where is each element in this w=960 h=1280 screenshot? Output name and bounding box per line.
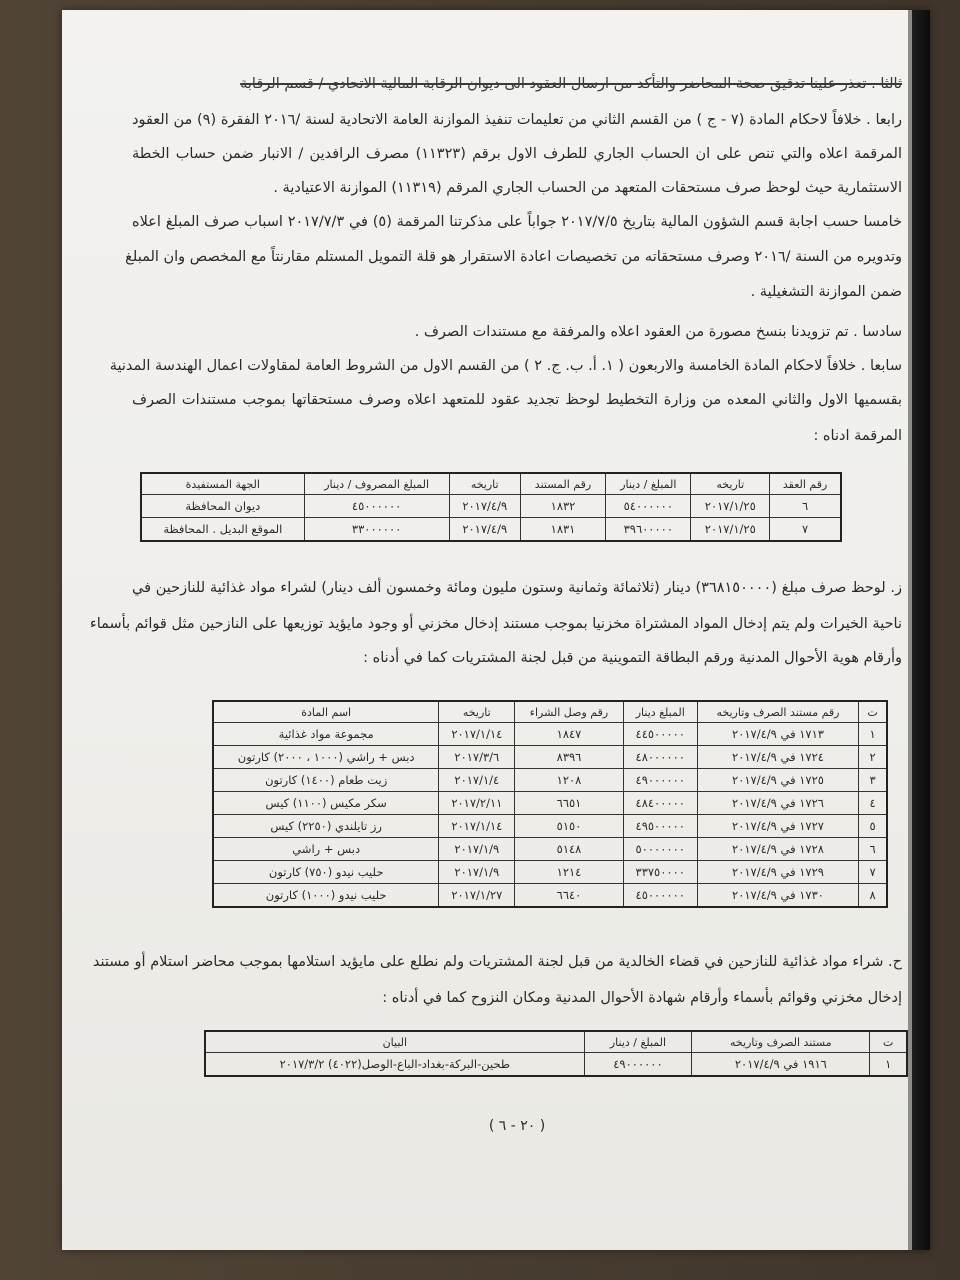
- paragraph-5-line-2: وتدويره من السنة /٢٠١٦ وصرف مستحقاته من تخصيصات اعادة الاستقرار هو قلة التمويل المستلم مقارنتاً مع المخصص وان المبلغ: [125, 249, 902, 265]
- paragraph-7-line-1: سابعا . خلافاً لاحكام المادة الخامسة والاربعون ( ١. أ. ب. ج. ٢ ) من القسم الاول من الشروط العامة لمقاولات اعمال الهندسة المدنية: [109, 358, 902, 374]
- table-cell: ٢٠١٧/١/٢٥: [691, 518, 770, 542]
- table-cell: مجموعة مواد غذائية: [213, 723, 439, 746]
- table-cell: سكر مكيس (١١٠٠) كيس: [213, 792, 439, 815]
- table-row: [205, 1053, 907, 1077]
- table-row: [213, 792, 887, 815]
- table-cell: ١٧٢٥ في ٢٠١٧/٤/٩: [697, 769, 858, 792]
- table-header-cell: رقم المستند: [520, 473, 605, 495]
- table-cell: ٢٠١٧/١/٢٧: [439, 884, 515, 908]
- table-cell: ١٧٢٦ في ٢٠١٧/٤/٩: [697, 792, 858, 815]
- purchases-table: [212, 700, 888, 908]
- table-row: [141, 495, 841, 518]
- table-cell: ١: [870, 1053, 907, 1077]
- table-cell: ٥١٥٠: [515, 815, 623, 838]
- table-cell: ٧: [770, 518, 841, 542]
- table-header-cell: المبلغ / دينار: [606, 473, 691, 495]
- table-cell: ٣٣٠٠٠٠٠٠: [304, 518, 449, 542]
- table-row: [213, 861, 887, 884]
- table-cell: ٤٥٠٠٠٠٠٠: [304, 495, 449, 518]
- paragraph-6: سادسا . تم تزويدنا بنسخ مصورة من العقود اعلاه والمرفقة مع مستندات الصرف .: [414, 324, 902, 340]
- table-cell: ٣٩٦٠٠٠٠٠: [606, 518, 691, 542]
- table-cell: ٥: [859, 815, 887, 838]
- table-row: [213, 815, 887, 838]
- paragraph-z-line-2: ناحية الخيرات ولم يتم إدخال المواد المشتراة مخزنيا بموجب مستند إدخال مخزني أو وجود مايؤيد توزيعها على النازحين مثل قوائم بأسماء: [89, 616, 902, 632]
- table-cell: ٣٣٧٥٠٠٠٠: [623, 861, 697, 884]
- table-header-cell: رقم وصل الشراء: [515, 701, 623, 723]
- table-cell: ١٢٠٨: [515, 769, 623, 792]
- table-cell: دبس + راشي (١٠٠٠ ، ٢٠٠٠) كارتون: [213, 746, 439, 769]
- table-cell: ٢٠١٧/٤/٩: [449, 495, 520, 518]
- table-cell: حليب نيدو (١٠٠٠) كارتون: [213, 884, 439, 908]
- paragraph-3: ثالثا . تعذر علينا تدقيق صحة المحاضر والتأكد من ارسال العقود الى ديوان الرقابة المالية الاتحادي / قسم الرقابة: [240, 76, 902, 92]
- table-cell: ٤٨٠٠٠٠٠٠: [623, 746, 697, 769]
- paragraph-h-line-2: إدخال مخزني وقوائم بأسماء وأرقام شهادة الأحوال المدنية ومكان النزوح كما في أدناه :: [382, 990, 902, 1006]
- table-header-cell: رقم مستند الصرف وتاريخه: [697, 701, 858, 723]
- table-row: [213, 884, 887, 908]
- table-cell: حليب نيدو (٧٥٠) كارتون: [213, 861, 439, 884]
- table-row: [141, 518, 841, 542]
- table-cell: ١: [859, 723, 887, 746]
- table-cell: ١٧٢٩ في ٢٠١٧/٤/٩: [697, 861, 858, 884]
- table-cell: ٧: [859, 861, 887, 884]
- table-cell: ١٨٣٢: [520, 495, 605, 518]
- table-cell: ١٧١٣ في ٢٠١٧/٤/٩: [697, 723, 858, 746]
- page-number: ( ٢٠ - ٦ ): [488, 1118, 546, 1134]
- table-row: [213, 723, 887, 746]
- table-cell: ١٧٢٨ في ٢٠١٧/٤/٩: [697, 838, 858, 861]
- table-cell: ١٧٣٠ في ٢٠١٧/٤/٩: [697, 884, 858, 908]
- binder-spine: [912, 10, 930, 1250]
- table-cell: ١٧٢٧ في ٢٠١٧/٤/٩: [697, 815, 858, 838]
- table-cell: ٤٨٤٠٠٠٠٠: [623, 792, 697, 815]
- table-cell: ١٩١٦ في ٢٠١٧/٤/٩: [692, 1053, 870, 1077]
- paragraph-5-line-1: خامسا حسب اجابة قسم الشؤون المالية بتاريخ ٢٠١٧/٧/٥ جواباً على مذكرتنا المرقمة (٥) في ٢٠١٧/٧/٣ اسباب صرف المبلغ اعلاه: [132, 214, 902, 230]
- table-header-row: [213, 701, 887, 723]
- table-cell: ٢٠١٧/٢/١١: [439, 792, 515, 815]
- table-header-cell: اسم المادة: [213, 701, 439, 723]
- table-cell: ٤٩٠٠٠٠٠٠: [623, 769, 697, 792]
- table-cell: ٥٤٠٠٠٠٠٠: [606, 495, 691, 518]
- table-header-cell: ت: [859, 701, 887, 723]
- table-cell: ٢٠١٧/١/٢٥: [691, 495, 770, 518]
- table-row: [213, 838, 887, 861]
- table-cell: ٦: [859, 838, 887, 861]
- table-cell: ٦٦٥١: [515, 792, 623, 815]
- table-header-cell: تاريخه: [691, 473, 770, 495]
- table-cell: طحين-البركة-بغداد-الباع-الوصل(٤٠٢٢) ٢٠١٧/٣/٢: [205, 1053, 584, 1077]
- table-row: [213, 746, 887, 769]
- table-header-cell: رقم العقد: [770, 473, 841, 495]
- table-cell: ١٨٤٧: [515, 723, 623, 746]
- table-cell: ٥٠٠٠٠٠٠٠: [623, 838, 697, 861]
- table-cell: ٤٥٠٠٠٠٠٠: [623, 884, 697, 908]
- table-cell: ١٧٢٤ في ٢٠١٧/٤/٩: [697, 746, 858, 769]
- table-cell: دبس + راشي: [213, 838, 439, 861]
- paragraph-z-line-1: ز. لوحظ صرف مبلغ (٣٦٨١٥٠٠٠٠) دينار (ثلاثمائة وثمانية وستون مليون ومائة وخمسون ألف دينار) لشراء مواد غذائية للنازحين في: [132, 580, 902, 596]
- table-cell: ٢٠١٧/١/٩: [439, 838, 515, 861]
- table-header-row: [141, 473, 841, 495]
- table-header-cell: تاريخه: [439, 701, 515, 723]
- table-cell: ١٢١٤: [515, 861, 623, 884]
- paragraph-7-line-2: بقسميها الاول والثاني المعده من وزارة التخطيط لوحظ تجديد عقود للمتعهد اعلاه وصرف مستحقاتها بموجب مستندات الصرف: [132, 392, 902, 408]
- paragraph-4-line-3: الاستثمارية حيث لوحظ صرف مستحقات المتعهد من الحساب الجاري المرقم (١١٣١٩) الموازنة الاعتيادية .: [273, 180, 902, 196]
- table-cell: ديوان المحافظة: [141, 495, 304, 518]
- paragraph-5-line-3: ضمن الموازنة التشغيلية .: [750, 284, 902, 300]
- table-cell: ٤٩٥٠٠٠٠٠: [623, 815, 697, 838]
- table-cell: ٦٦٤٠: [515, 884, 623, 908]
- table-cell: ٢٠١٧/١/١٤: [439, 815, 515, 838]
- table-cell: ٤٤٥٠٠٠٠٠: [623, 723, 697, 746]
- table-header-row: [205, 1031, 907, 1053]
- contracts-table: [140, 472, 842, 542]
- table-cell: ٣: [859, 769, 887, 792]
- flour-purchase-table: [204, 1030, 908, 1077]
- table-cell: رز تايلندي (٢٢٥٠) كيس: [213, 815, 439, 838]
- table-cell: ٢٠١٧/٤/٩: [449, 518, 520, 542]
- table-header-cell: مستند الصرف وتاريخه: [692, 1031, 870, 1053]
- table-cell: ٤٩٠٠٠٠٠٠: [584, 1053, 692, 1077]
- paragraph-h-line-1: ح. شراء مواد غذائية للنازحين في قضاء الخالدية من قبل لجنة المشتريات ولم نطلع على مايؤيد استلامها بموجب محاضر استلام أو مستند: [92, 954, 902, 970]
- table-cell: ٨: [859, 884, 887, 908]
- table-header-cell: المبلغ دينار: [623, 701, 697, 723]
- table-header-cell: تاريخه: [449, 473, 520, 495]
- table-cell: ١٨٣١: [520, 518, 605, 542]
- paragraph-4-line-1: رابعا . خلافاً لاحكام المادة (٧ - ج ) من القسم الثاني من تعليمات تنفيذ الموازنة العامة الاتحادية لسنة /٢٠١٦ الفقرة (٩) من العقود: [132, 112, 902, 128]
- table-header-cell: الجهة المستفيدة: [141, 473, 304, 495]
- table-cell: ٢٠١٧/١/١٤: [439, 723, 515, 746]
- table-cell: ٤: [859, 792, 887, 815]
- table-cell: الموقع البديل . المحافظة: [141, 518, 304, 542]
- table-cell: ٥١٤٨: [515, 838, 623, 861]
- table-header-cell: المبلغ المصروف / دينار: [304, 473, 449, 495]
- table-row: [213, 769, 887, 792]
- table-header-cell: ت: [870, 1031, 907, 1053]
- table-header-cell: البيان: [205, 1031, 584, 1053]
- paragraph-7-line-3: المرقمة ادناه :: [813, 428, 902, 444]
- table-header-cell: المبلغ / دينار: [584, 1031, 692, 1053]
- table-cell: ٢٠١٧/١/٩: [439, 861, 515, 884]
- table-cell: ٢٠١٧/١/٤: [439, 769, 515, 792]
- paragraph-z-line-3: وأرقام هوية الأحوال المدنية ورقم البطاقة التموينية من قبل لجنة المشتريات كما في أدناه :: [363, 650, 902, 666]
- table-cell: ٨٣٩٦: [515, 746, 623, 769]
- table-cell: ٢: [859, 746, 887, 769]
- table-cell: زيت طعام (١٤٠٠) كارتون: [213, 769, 439, 792]
- paragraph-4-line-2: المرقمة اعلاه والتي تنص على ان الحساب الجاري للطرف الاول برقم (١١٣٢٣) مصرف الرافدين / الانبار ضمن حساب الخطة: [132, 146, 902, 162]
- document-page: [62, 10, 930, 1250]
- table-cell: ٢٠١٧/٣/٦: [439, 746, 515, 769]
- table-cell: ٦: [770, 495, 841, 518]
- document-body: [89, 10, 902, 1250]
